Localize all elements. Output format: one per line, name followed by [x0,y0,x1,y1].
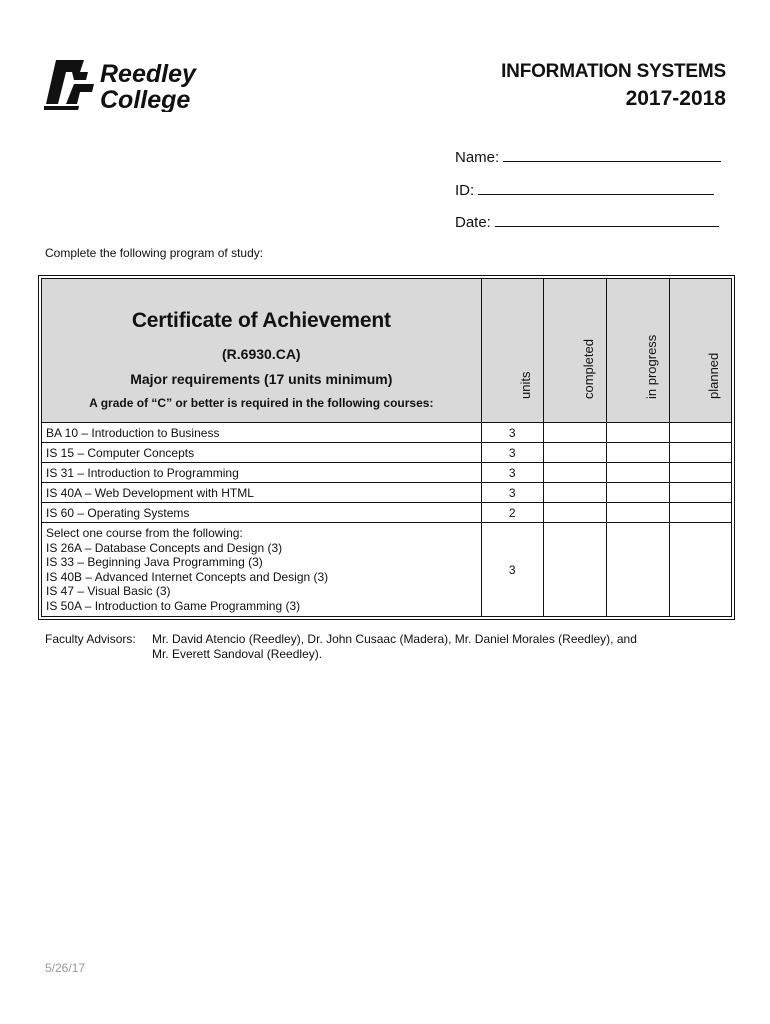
course-name: IS 31 – Introduction to Programming [42,463,482,483]
elective-row [42,523,732,617]
table-row [42,423,732,443]
footer-date: 5/26/17 [45,961,86,975]
department-name: INFORMATION SYSTEMS [501,61,726,82]
name-field[interactable] [455,148,721,167]
planned-header-label: planned [706,352,722,399]
planned-column-header [669,279,731,423]
units-header-label: units [518,371,534,399]
id-label: ID: [455,182,475,199]
elective-option: IS 50A – Introduction to Game Programming (3) [46,598,301,613]
advisors-line-1: Mr. David Atencio (Reedley), Dr. John Cusaac (Madera), Mr. Daniel Morales (Reedley), and [152,632,637,646]
table-row [42,463,732,483]
in-progress-column-header [606,279,669,423]
planned-checkbox-cell[interactable] [669,523,731,617]
course-name: IS 60 – Operating Systems [42,503,482,523]
planned-checkbox-cell[interactable] [669,443,731,463]
course-name: IS 40A – Web Development with HTML [42,483,482,503]
completed-checkbox-cell[interactable] [543,503,606,523]
completed-checkbox-cell[interactable] [543,523,606,617]
elective-options [42,523,482,617]
in-progress-header-label: in progress [643,334,659,399]
course-units: 2 [481,503,543,523]
in-progress-checkbox-cell[interactable] [606,503,669,523]
completed-checkbox-cell[interactable] [543,483,606,503]
elective-option: IS 40B – Advanced Internet Concepts and Design (3) [46,569,329,584]
completed-checkbox-cell[interactable] [543,443,606,463]
id-field[interactable] [455,181,714,200]
elective-option: IS 33 – Beginning Java Programming (3) [46,555,263,569]
advisors-names [152,632,692,662]
units-column-header [481,279,543,423]
id-line[interactable] [478,181,714,195]
completed-header-label: completed [580,339,596,399]
course-units: 3 [481,443,543,463]
faculty-advisors [45,632,692,662]
elective-option: IS 47 – Visual Basic (3) [46,584,171,598]
planned-checkbox-cell[interactable] [669,423,731,443]
elective-instruction: Select one course from the following: [46,526,243,540]
elective-units: 3 [481,523,543,617]
planned-checkbox-cell[interactable] [669,503,731,523]
program-table-frame [38,275,735,620]
course-name: BA 10 – Introduction to Business [42,423,482,443]
in-progress-checkbox-cell[interactable] [606,443,669,463]
table-header-row [42,279,732,423]
major-requirements: Major requirements (17 units minimum) [130,371,393,387]
in-progress-checkbox-cell[interactable] [606,423,669,443]
completed-checkbox-cell[interactable] [543,423,606,443]
certificate-code: (R.6930.CA) [222,346,301,362]
grade-note: A grade of “C” or better is required in the following courses: [89,396,434,410]
completed-checkbox-cell[interactable] [543,463,606,483]
reedley-college-logo [44,58,249,112]
in-progress-checkbox-cell[interactable] [606,483,669,503]
advisors-line-2: Mr. Everett Sandoval (Reedley). [152,647,323,661]
in-progress-checkbox-cell[interactable] [606,463,669,483]
certificate-header [42,279,482,423]
document-title [501,60,726,114]
advisors-label: Faculty Advisors: [45,632,136,646]
table-row [42,503,732,523]
date-line[interactable] [495,213,719,227]
completed-column-header [543,279,606,423]
course-name: IS 15 – Computer Concepts [42,443,482,463]
name-line[interactable] [503,148,721,162]
table-row [42,483,732,503]
program-table [41,278,732,617]
date-field[interactable] [455,213,719,232]
academic-year: 2017-2018 [625,87,726,110]
course-units: 3 [481,463,543,483]
planned-checkbox-cell[interactable] [669,463,731,483]
elective-option: IS 26A – Database Concepts and Design (3) [46,540,283,555]
svg-text:College: College [100,86,191,112]
course-units: 3 [481,483,543,503]
date-label: Date: [455,214,491,231]
table-row [42,443,732,463]
svg-text:Reedley: Reedley [100,60,196,88]
planned-checkbox-cell[interactable] [669,483,731,503]
name-label: Name: [455,149,500,166]
certificate-title: Certificate of Achievement [131,309,391,332]
course-units: 3 [481,423,543,443]
instructions-text: Complete the following program of study: [45,246,264,260]
in-progress-checkbox-cell[interactable] [606,523,669,617]
